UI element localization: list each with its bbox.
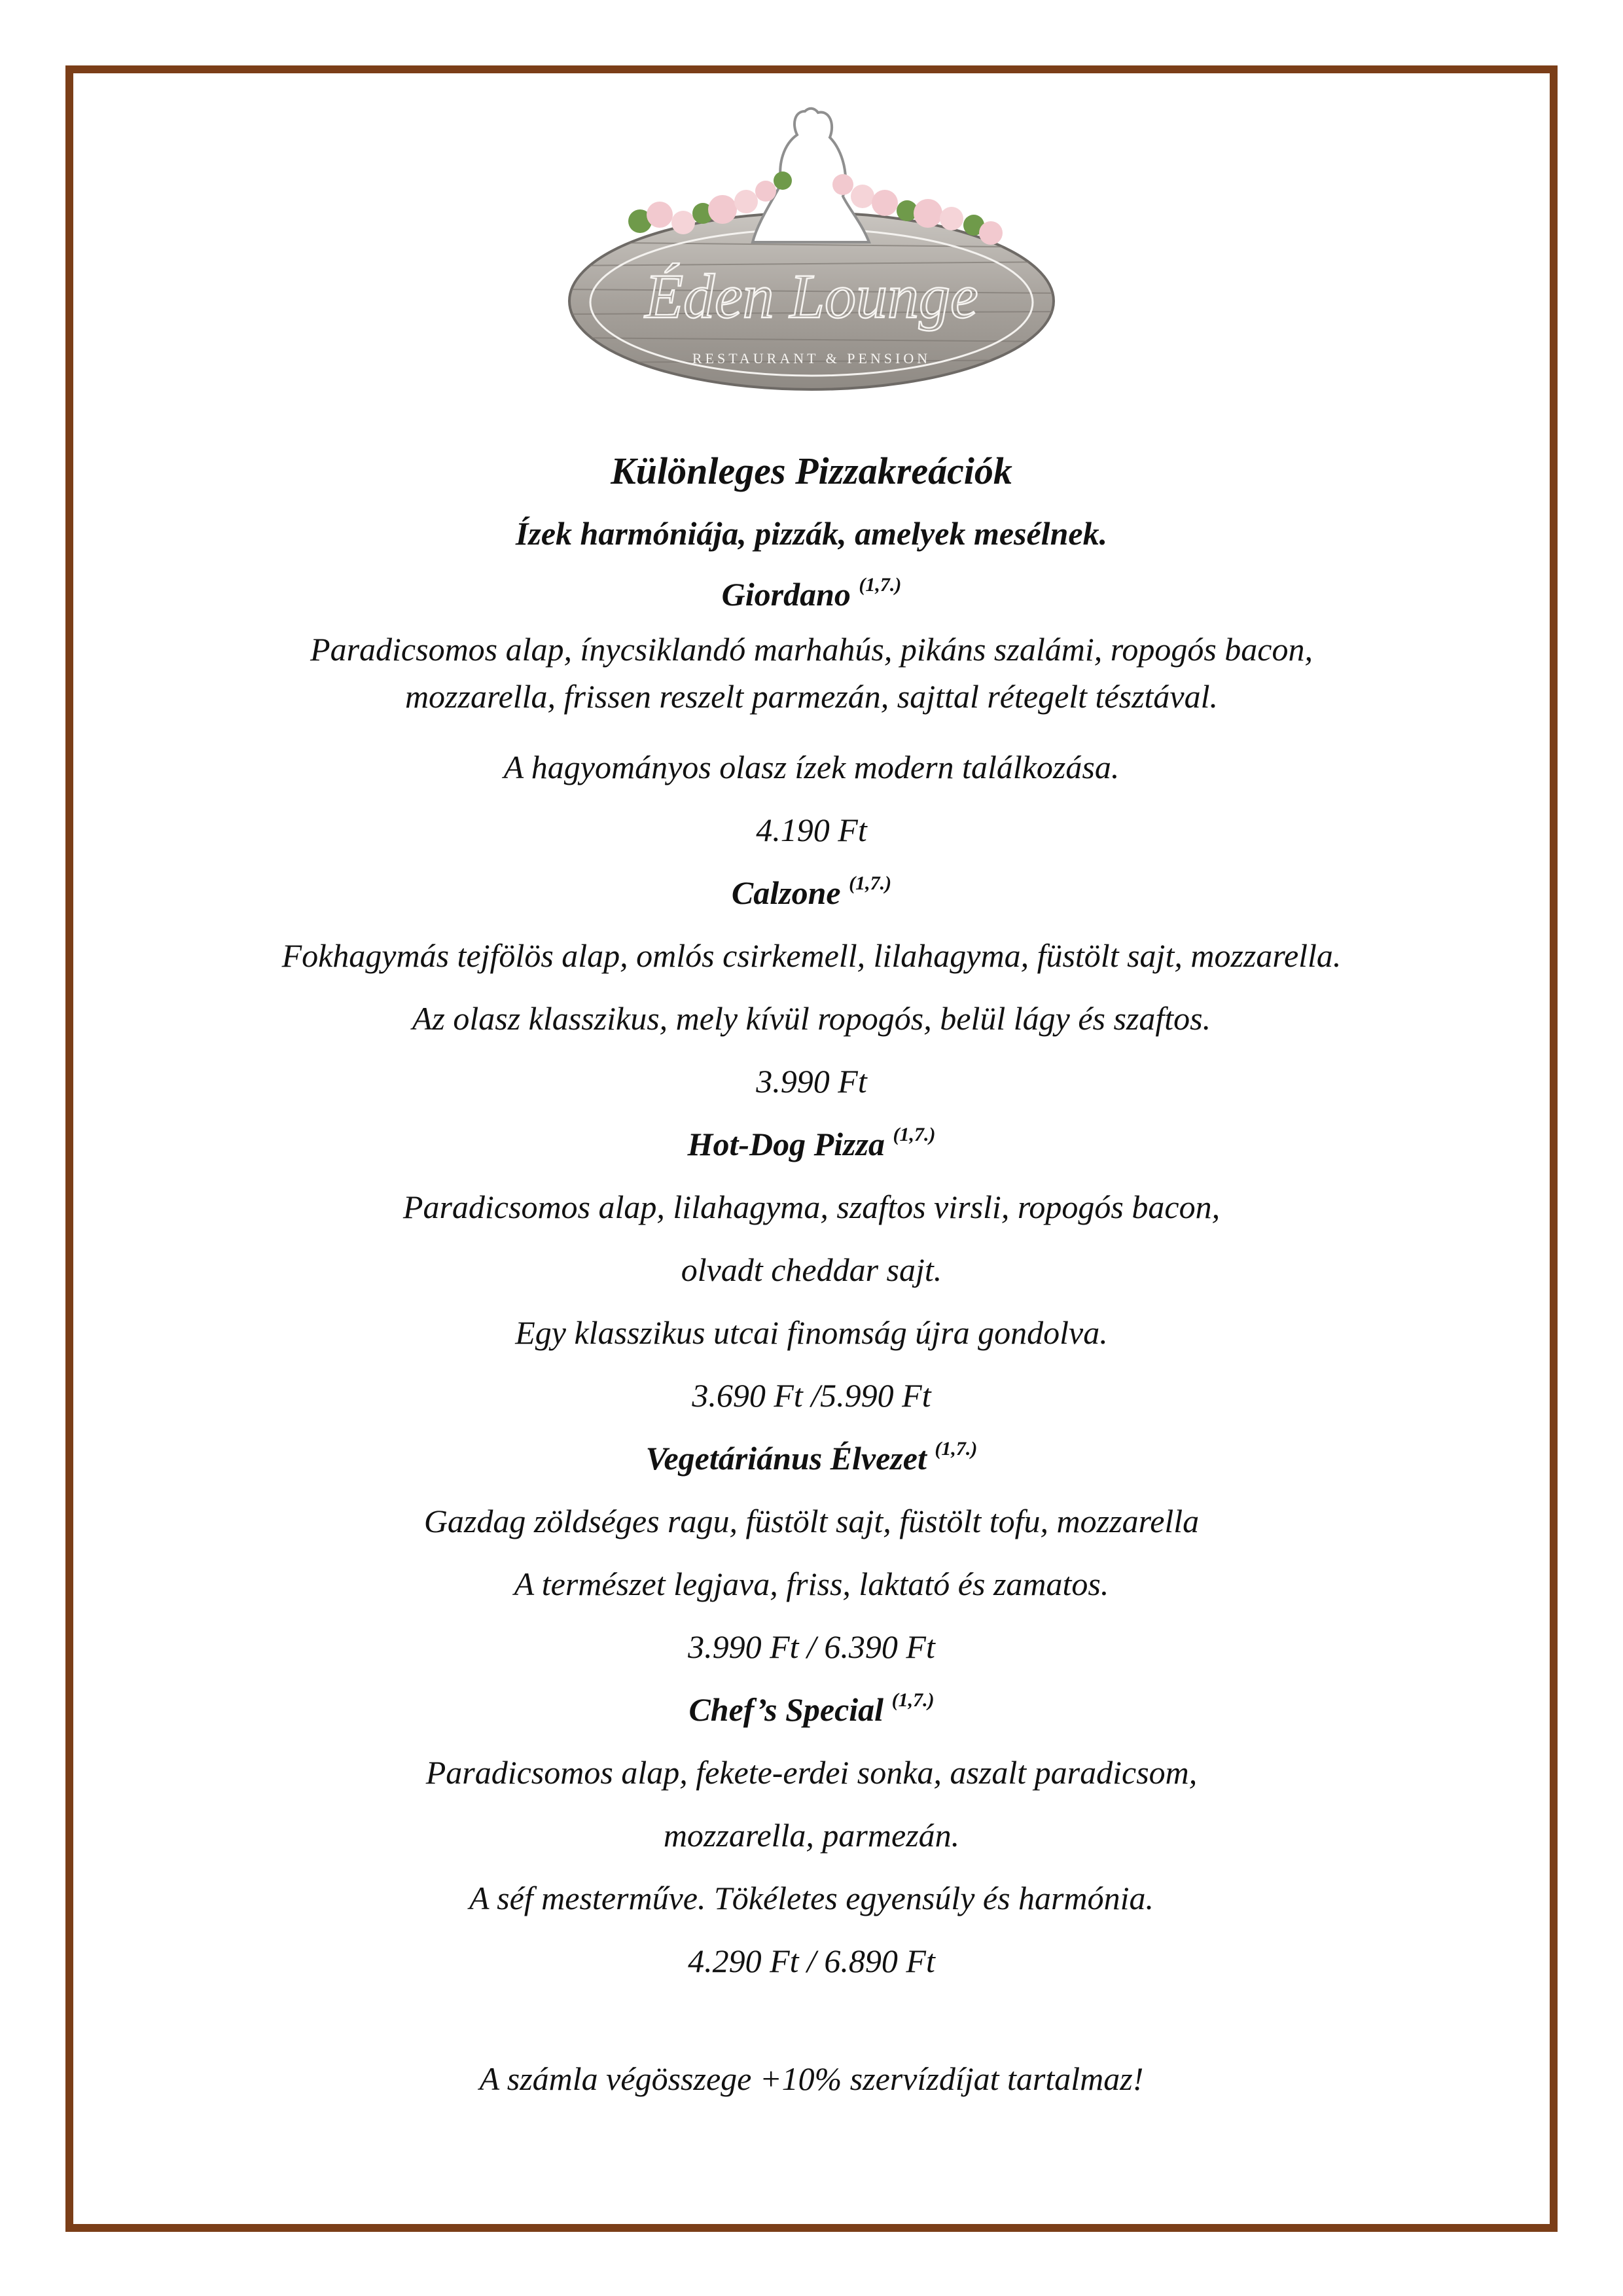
dish-calzone — [79, 861, 1544, 1113]
dish-description: mozzarella, frissen reszelt parmezán, sajttal rétegelt tésztával. — [404, 678, 1219, 715]
dish-name: Chef’s Special $^{(1,7.)}$ — [688, 1689, 935, 1728]
allergen-codes: (1,7.) — [935, 1438, 978, 1460]
dish-description: mozzarella, parmezán. — [663, 1817, 960, 1854]
logo-subtext: RESTAURANT & PENSION — [692, 350, 931, 367]
dish-tagline: Egy klasszikus utcai finomság újra gondolva. — [515, 1314, 1108, 1351]
dish-description: Gazdag zöldséges ragu, füstölt sajt, füstölt tofu, mozzarella — [423, 1503, 1200, 1539]
page-title: Különleges Pizzakreációk — [611, 450, 1012, 492]
service-charge-note: A számla végösszege +10% szervízdíjat tartalmaz! — [479, 2060, 1144, 2097]
dish-name: Calzone $^{(1,7.)}$ — [731, 872, 892, 911]
dish-price: 3.990 Ft — [756, 1063, 867, 1100]
allergen-codes: (1,7.) — [891, 1689, 935, 1711]
dish-giordano — [79, 563, 1544, 861]
dish-tagline: A hagyományos olasz ízek modern találkozása. — [503, 749, 1120, 785]
allergen-codes: (1,7.) — [849, 872, 892, 894]
dish-name: Giordano $^{(1,7.)}$ — [721, 574, 902, 613]
dish-price: 3.690 Ft /5.990 Ft — [692, 1377, 931, 1414]
page-subtitle: Ízek harmóniája, pizzák, amelyek mesélnek. — [515, 515, 1108, 552]
logo-script: Éden Lounge — [645, 261, 978, 331]
dish-hot-dog-pizza — [79, 1113, 1544, 1427]
allergen-codes: (1,7.) — [893, 1124, 936, 1145]
dish-vegetarianus-elvezet — [79, 1427, 1544, 1678]
dish-description: Paradicsomos alap, fekete-erdei sonka, aszalt paradicsom, — [425, 1754, 1198, 1791]
dish-description: olvadt cheddar sajt. — [681, 1251, 942, 1288]
dish-tagline: A természet legjava, friss, laktató és zamatos. — [514, 1566, 1109, 1602]
dish-price: 4.190 Ft — [756, 812, 867, 848]
allergen-codes: (1,7.) — [859, 574, 902, 596]
dish-name: Hot-Dog Pizza $^{(1,7.)}$ — [687, 1124, 936, 1162]
dish-price: 4.290 Ft / 6.890 Ft — [688, 1943, 935, 1979]
dish-description: Fokhagymás tejfölös alap, omlós csirkemell, lilahagyma, füstölt sajt, mozzarella. — [281, 937, 1342, 974]
dish-name: Vegetáriánus Élvezet $^{(1,7.)}$ — [645, 1438, 978, 1477]
dish-price: 3.990 Ft / 6.390 Ft — [688, 1628, 935, 1665]
dish-description: Paradicsomos alap, ínycsiklandó marhahús, pikáns szalámi, ropogós bacon, — [310, 631, 1313, 668]
eden-lounge-logo — [562, 98, 1061, 399]
menu-content — [79, 439, 1544, 2110]
dish-tagline: Az olasz klasszikus, mely kívül ropogós, belül lágy és szaftos. — [412, 1000, 1211, 1037]
dish-description: Paradicsomos alap, lilahagyma, szaftos virsli, ropogós bacon, — [402, 1189, 1221, 1225]
dish-chefs-special — [79, 1678, 1544, 1992]
dish-tagline: A séf mesterműve. Tökéletes egyensúly és harmónia. — [469, 1880, 1154, 1916]
